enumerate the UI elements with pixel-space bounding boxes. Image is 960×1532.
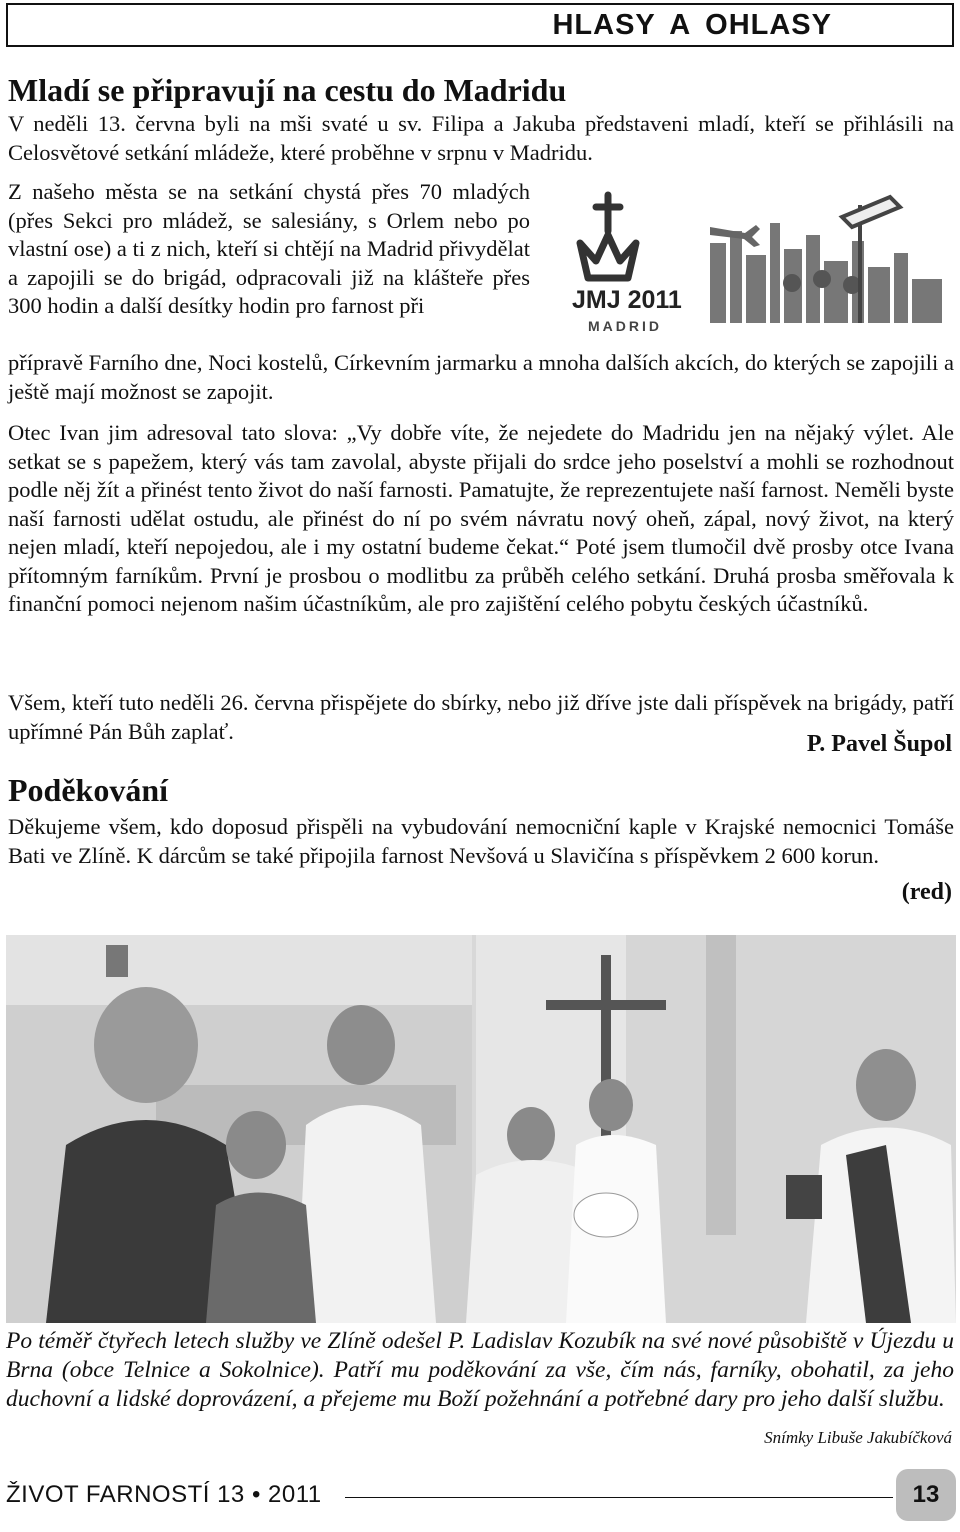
page-number: 13	[896, 1469, 956, 1521]
photo-left	[6, 935, 472, 1323]
logo-line2: MADRID	[588, 318, 662, 334]
photo-strip	[6, 935, 956, 1323]
section-title: HLASY A OHLASY	[552, 9, 832, 41]
jmj-madrid-logo	[560, 183, 955, 341]
photo-strip-art	[6, 935, 956, 1323]
photo-right	[466, 935, 956, 1323]
thanks-signature: (red)	[901, 879, 952, 905]
article-continue-text: přípravě Farního dne, Noci kostelů, Církevním jarmarku a mnoha dalších akcích, do kterých se zapojili a ještě mají možnost se zapojit.	[8, 350, 954, 404]
article-intro: V neděli 13. června byli na mši svaté u sv. Filipa a Jakuba představeni mladí, kteří se přihlásili na Celosvětové setkání mládeže, které proběhne v srpnu v Madridu.	[8, 111, 954, 165]
crown-cross-icon	[580, 195, 636, 278]
article-paragraph-2: Otec Ivan jim adresoval tato slova: „Vy dobře víte, že nejedete do Madridu jen na nějaký výlet. Ale setkat se s papežem, který vás tam zavolal, abyste přijali do srdce jeho poselství a mohli se rozhodnout podle něj žít a přinést tento život do naší farnosti. Pamatujte, že reprezentujete naší farnost. Neměli byste naší farnosti udělat ostudu, ale přinést do ní po svém návratu nový oheň, zápal, nový život, na který nejen mladí, kteří nepojedou, ale i my ostatní budeme čekat.“ Poté jsem tlumočil dvě prosby otce Ivana přítomným farníkům. První je prosbou o modlitbu za průběh celého setkání. Druhá prosba směřovala k finanční pomoci nejenom našim účastníkům, ale pro zajištění celého pobytu českých účastníků.	[8, 420, 954, 616]
photo-credit: Snímky Libuše Jakubíčková	[764, 1428, 952, 1447]
thanks-body: Děkujeme všem, kdo doposud přispěli na vybudování nemocniční kaple v Krajské nemocnici Tomáše Bati ve Zlíně. K dárcům se také připojila farnost Nevšová u Slavičína s příspěvkem 2 600 korun.	[8, 814, 954, 868]
section-header	[6, 3, 954, 47]
article-wrap-text: Z našeho města se na setkání chystá přes 70 mladých (přes Sekci pro mládež, se salesiány, s Orlem nebo po vlastní ose) a ti z nich, kteří si chtějí na Madrid přivydělat a zapojili se do brigád, odpracovali již na klášteře přes 300 hodin a další desítky hodin pro farnost při	[8, 179, 530, 318]
footer-publication: ŽIVOT FARNOSTÍ 13 • 2011	[6, 1481, 322, 1508]
article-title: Mladí se připravují na cestu do Madridu	[8, 72, 567, 108]
photo-caption: Po téměř čtyřech letech služby ve Zlíně odešel P. Ladislav Kozubík na své nové působiště v Újezdu u Brna (obce Telnice a Sokolnice). Patří mu poděkování za vše, čím nás, farníky, obohatil, za jeho duchovní a lidské doprovázení, a přejeme mu Boží požehnání a potřebné dary pro jeho další službu.	[6, 1328, 954, 1412]
thanks-title: Poděkování	[8, 772, 169, 808]
article-signature: P. Pavel Šupol	[806, 731, 952, 757]
article-paragraph-3: Všem, kteří tuto neděli 26. června přispějete do sbírky, nebo již dříve jste dali příspěvek na brigády, patří upřímné Pán Bůh zaplať.	[8, 690, 954, 744]
logo-line1: JMJ 2011	[572, 286, 682, 314]
footer-rule	[345, 1497, 893, 1498]
